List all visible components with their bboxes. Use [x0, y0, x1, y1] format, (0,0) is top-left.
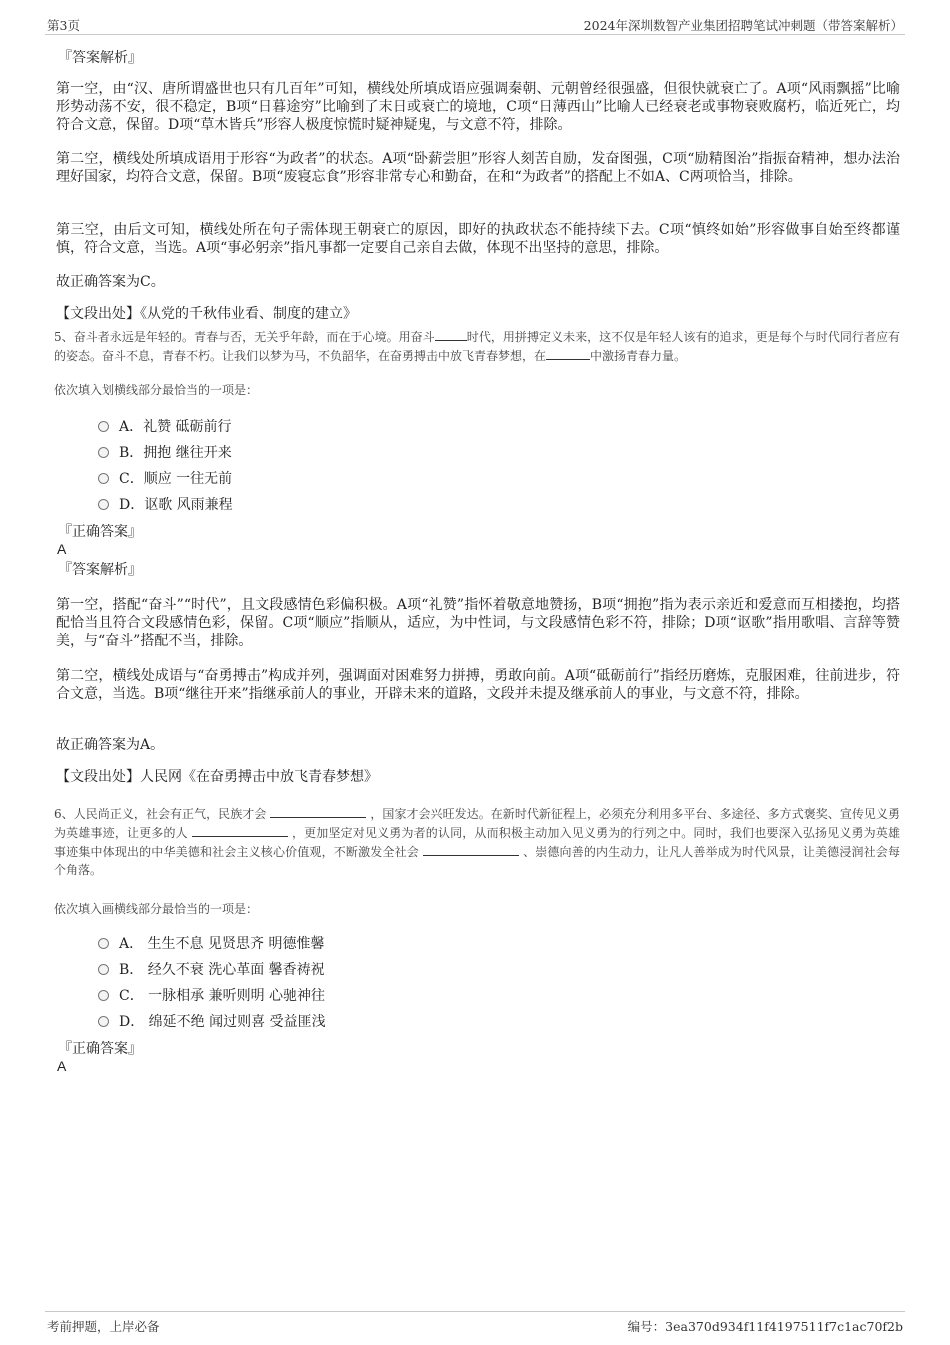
- q5-source: 【文段出处】人民网《在奋勇搏击中放飞青春梦想》: [56, 769, 378, 785]
- q4-analysis-para-1: 第一空，由“汉、唐所谓盛世也只有几百年”可知，横线处所填成语应强调秦朝、元朝曾经很强盛，但很快就衰亡了。A项“风雨飘摇”比喻形势动荡不安，很不稳定，B项“日暮途穷”比喻到了末日或衰亡的境地，C项“日薄西山”比喻人已经衰老或事物衰败腐朽，临近死亡，均符合文意，保留。D项“草木皆兵”形容人极度惊慌时疑神疑鬼，与文意不符，排除。: [56, 81, 900, 133]
- footer-slogan: 考前押题，上岸必备: [47, 1319, 160, 1334]
- q5-conclusion: 故正确答案为A。: [56, 737, 165, 753]
- q5-stem-part-1: 5、奋斗者永远是年轻的。青春与否，无关乎年龄，而在于心境。用奋斗: [54, 330, 435, 344]
- q4-analysis-para-3: 第三空，由后文可知，横线处所在句子需体现王朝衰亡的原因，即好的执政状态不能持续下去。C项“慎终如始”形容做事自始至终都谨慎，符合文意，当选。A项“事必躬亲”指凡事都一定要自己亲自去做，体现不出坚持的意思，排除。: [56, 222, 900, 256]
- q6-answer-label: 『正确答案』: [58, 1041, 142, 1057]
- q5-prompt: 依次填入划横线部分最恰当的一项是：: [54, 383, 259, 397]
- q6-answer: A: [57, 1058, 67, 1074]
- q5-answer-label: 『正确答案』: [58, 524, 142, 540]
- q6-option-b-label: B． 经久不衰 洗心革面 馨香祷祝: [119, 962, 325, 978]
- q6-stem: [54, 804, 900, 879]
- page-header: [45, 12, 905, 35]
- radio-icon[interactable]: [98, 1016, 109, 1027]
- q5-option-b-label: B．拥抱 继往开来: [119, 445, 232, 461]
- document-id: 编号：3ea370d934f11f4197511f7c1ac70f2b: [627, 1319, 903, 1334]
- q6-option-d-label: D． 绵延不绝 闻过则喜 受益匪浅: [119, 1014, 326, 1030]
- q6-option-c-label: C． 一脉相承 兼听则明 心驰神往: [119, 988, 326, 1004]
- radio-icon[interactable]: [98, 990, 109, 1001]
- page-footer: [45, 1311, 905, 1336]
- q6-option-a-label: A． 生生不息 见贤思齐 明德惟馨: [119, 936, 325, 952]
- q5-analysis-label: 『答案解析』: [58, 562, 142, 578]
- q5-option-a[interactable]: [98, 416, 232, 436]
- q5-stem: [54, 327, 900, 365]
- q5-answer: A: [57, 541, 67, 557]
- q6-stem-part-1: 6、人民尚正义，社会有正气，民族才会: [54, 807, 267, 821]
- q6-option-a[interactable]: [98, 933, 324, 953]
- q4-source: 【文段出处】《从党的千秋伟业看、制度的建立》: [56, 306, 357, 322]
- q6-blank-1: [270, 804, 366, 818]
- q6-blank-2: [192, 823, 288, 837]
- q4-conclusion: 故正确答案为C。: [56, 274, 165, 290]
- q4-analysis-label: 『答案解析』: [58, 50, 142, 66]
- radio-icon[interactable]: [98, 938, 109, 949]
- radio-icon[interactable]: [98, 447, 109, 458]
- q4-analysis-para-2: 第二空，横线处所填成语用于形容“为政者”的状态。A项“卧薪尝胆”形容人刻苦自励，发奋图强，C项“励精图治”指振奋精神，想办法治理好国家，均符合文意，保留。B项“废寝忘食”形容非常专心和勤奋，在和“为政者”的搭配上不如A、C两项恰当，排除。: [56, 151, 900, 185]
- radio-icon[interactable]: [98, 421, 109, 432]
- q6-option-c[interactable]: [98, 985, 325, 1005]
- q6-stem-part-4: 、崇德向善的内生动力，让凡人善举成为时代风景，让美德浸润社会每个角落。: [54, 845, 900, 877]
- page-number: 第3页: [47, 18, 80, 33]
- q5-blank-1: [435, 327, 467, 341]
- q5-option-c[interactable]: [98, 468, 232, 488]
- q6-prompt: 依次填入画横线部分最恰当的一项是：: [54, 902, 259, 916]
- q6-blank-3: [423, 842, 519, 856]
- q6-option-b[interactable]: [98, 959, 325, 979]
- q6-stem-part-2: ，国家才会兴旺发达。在新时代新征程上，必须充分利用多平台、多途径、多方式褒奖、宣传见义勇为英雄事迹，让更多的人: [54, 807, 900, 840]
- q5-blank-2: [546, 346, 590, 360]
- q6-option-d[interactable]: [98, 1011, 326, 1031]
- q5-analysis-para-2: 第二空，横线处成语与“奋勇搏击”构成并列，强调面对困难努力拼搏，勇敢向前。A项“砥砺前行”指经历磨炼，克服困难，往前进步，符合文意，当选。B项“继往开来”指继承前人的事业，开辟未来的道路，文段并未提及继承前人的事业，与文意不符，排除。: [56, 668, 900, 702]
- q5-option-a-label: A．礼赞 砥砺前行: [119, 419, 232, 435]
- document-title: 2024年深圳数智产业集团招聘笔试冲刺题（带答案解析）: [583, 18, 903, 33]
- q5-analysis-para-1: 第一空，搭配“奋斗”“时代”，且文段感情色彩偏积极。A项“礼赞”指怀着敬意地赞扬，B项“拥抱”指为表示亲近和爱意而互相搂抱，均搭配恰当且符合文段感情色彩，保留。C项“顺应”指顺从，适应，为中性词，与文段感情色彩不符，排除；D项“讴歌”指用歌唱、言辞等赞美，与“奋斗”搭配不当，排除。: [56, 597, 900, 649]
- q5-option-c-label: C．顺应 一往无前: [119, 471, 233, 487]
- radio-icon[interactable]: [98, 473, 109, 484]
- q5-stem-part-3: 中激扬青春力量。: [590, 349, 687, 363]
- q5-option-b[interactable]: [98, 442, 232, 462]
- q5-stem-part-2: 时代，用拼搏定义未来，这不仅是年轻人该有的追求，更是每个与时代同行者应有的姿态。奋斗不息，青春不朽。让我们以梦为马，不负韶华，在奋勇搏击中放飞青春梦想，在: [54, 330, 900, 363]
- q5-option-d-label: D．讴歌 风雨兼程: [119, 497, 233, 513]
- q6-stem-part-3: ，更加坚定对见义勇为者的认同，从而积极主动加入见义勇为的行列之中。同时，我们也要深入弘扬见义勇为英雄事迹集中体现出的中华美德和社会主义核心价值观，不断激发全社会: [54, 826, 900, 859]
- radio-icon[interactable]: [98, 964, 109, 975]
- radio-icon[interactable]: [98, 499, 109, 510]
- q5-option-d[interactable]: [98, 494, 233, 514]
